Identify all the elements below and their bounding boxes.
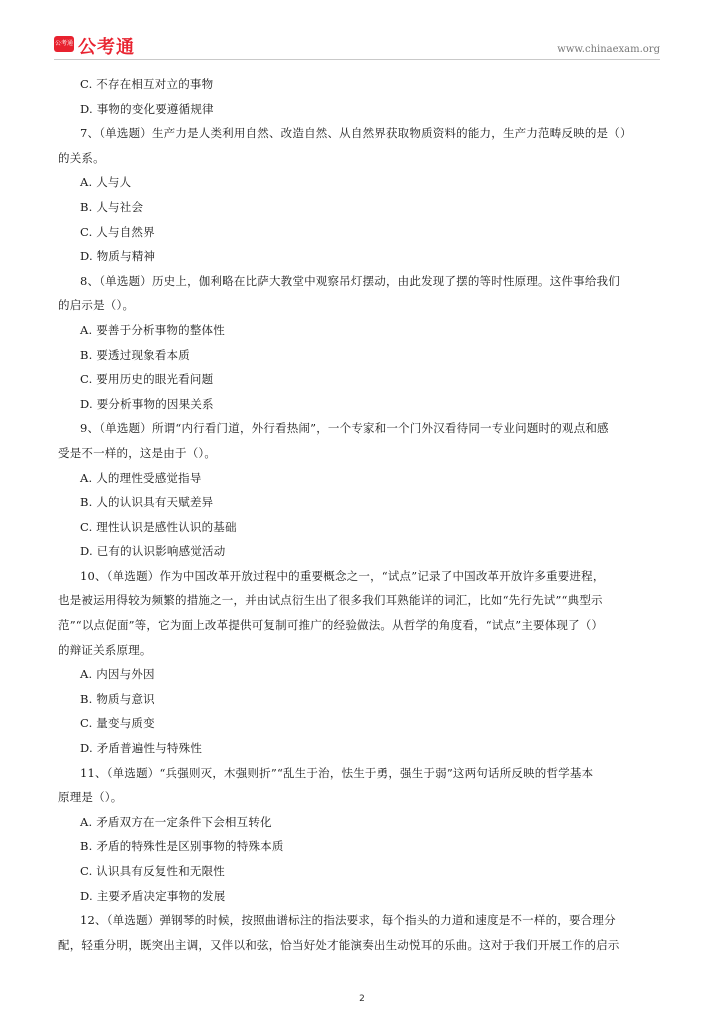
question-continuation: 原理是（）。 <box>58 790 123 805</box>
answer-option: B. 人与社会 <box>80 199 144 214</box>
answer-option: D. 物质与精神 <box>80 249 156 264</box>
question-line: 10、（单选题）作为中国改革开放过程中的重要概念之一，“试点”记录了中国改革开放许多重要进程， <box>80 568 605 583</box>
answer-option: A. 内因与外因 <box>80 667 155 682</box>
question-line: 8、（单选题）历史上，伽利略在比萨大教堂中观察吊灯摆动，由此发现了摆的等时性原理。这件事给我们 <box>80 273 620 288</box>
answer-option: C. 量变与质变 <box>80 716 155 731</box>
answer-option: D. 要分析事物的因果关系 <box>80 396 214 411</box>
question-line: 12、（单选题）弹钢琴的时候，按照曲谱标注的指法要求，每个指头的力道和速度是不一样的，要合理分 <box>80 913 616 928</box>
site-url: www.chinaexam.org <box>557 44 660 55</box>
answer-option: B. 物质与意识 <box>80 691 155 706</box>
answer-option: A. 要善于分析事物的整体性 <box>80 322 225 337</box>
question-continuation: 的辩证关系原理。 <box>58 642 152 657</box>
document-body <box>58 72 666 957</box>
answer-option: A. 人与人 <box>80 175 132 190</box>
answer-option: D. 主要矛盾决定事物的发展 <box>80 888 226 903</box>
question-line: 7、（单选题）生产力是人类利用自然、改造自然、从自然界获取物质资料的能力，生产力范畴反映的是（） <box>80 126 632 141</box>
question-continuation: 的关系。 <box>58 150 105 165</box>
question-line: 11、（单选题）“兵强则灭，木强则折”“乱生于治，怯生于勇，强生于弱”这两句话所反映的哲学基本 <box>80 765 594 780</box>
answer-option: C. 理性认识是感性认识的基础 <box>80 519 237 534</box>
page-number: 2 <box>359 994 365 1004</box>
answer-option: B. 人的认识具有天赋差异 <box>80 495 214 510</box>
page-header <box>0 0 724 62</box>
answer-option: C. 要用历史的眼光看问题 <box>80 372 214 387</box>
question-continuation: 范”“以点促面”等，它为面上改革提供可复制可推广的经验做法。从哲学的角度看，“试点”主要体现了（） <box>58 618 604 633</box>
answer-option: C. 人与自然界 <box>80 224 155 239</box>
answer-option: A. 矛盾双方在一定条件下会相互转化 <box>80 814 272 829</box>
answer-option: D. 矛盾普遍性与特殊性 <box>80 741 203 756</box>
logo-text: 公考通 <box>78 37 135 58</box>
question-continuation: 配，轻重分明，既突出主调，又伴以和弦，恰当好处才能演奏出生动悦耳的乐曲。这对于我们开展工作的启示 <box>58 937 620 952</box>
question-continuation: 的启示是（）。 <box>58 298 135 313</box>
answer-option: B. 矛盾的特殊性是区别事物的特殊本质 <box>80 839 284 854</box>
question-line: 9、（单选题）所谓“内行看门道，外行看热闹”，一个专家和一个门外汉看待同一专业问题时的观点和感 <box>80 421 609 436</box>
answer-option: C. 认识具有反复性和无限性 <box>80 864 225 878</box>
answer-option: A. 人的理性受感觉指导 <box>80 470 202 485</box>
header-divider <box>54 59 660 60</box>
answer-option: D. 事物的变化要遵循规律 <box>80 101 214 116</box>
answer-option: D. 已有的认识影响感觉活动 <box>80 544 226 559</box>
answer-option: B. 要透过现象看本质 <box>80 347 190 362</box>
logo-badge: 公考通 <box>54 36 74 52</box>
question-continuation: 受是不一样的，这是由于（）。 <box>58 445 217 460</box>
answer-option: C. 不存在相互对立的事物 <box>80 77 214 91</box>
question-continuation: 也是被运用得较为频繁的措施之一，并由试点衍生出了很多我们耳熟能详的词汇，比如“先行先试”“典型示 <box>58 593 603 608</box>
